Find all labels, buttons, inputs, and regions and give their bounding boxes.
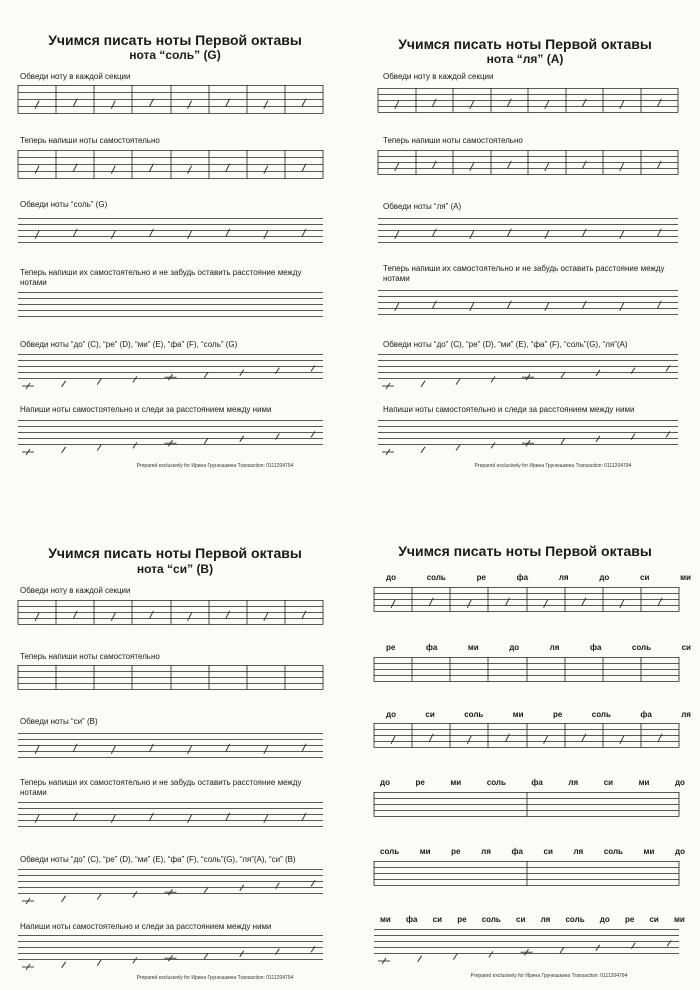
pencil-note-mark <box>226 611 230 619</box>
pencil-note-mark <box>391 736 395 744</box>
instruction-write-notes: Теперь напиши ноты самостоятельно <box>20 136 160 145</box>
pencil-note-mark <box>456 445 460 451</box>
staff-write-sections <box>378 150 678 186</box>
pencil-note-mark <box>111 101 115 109</box>
sheet-title: Учимся писать ноты Первой октавы <box>48 32 302 48</box>
note-label: ля <box>681 710 691 719</box>
footer-text: Prepared exclusively for Ирина Грунюшкина Transaction: 0111204794 <box>474 463 632 469</box>
note-label: соль <box>591 710 611 719</box>
pencil-note-mark <box>432 99 436 107</box>
pencil-note-mark <box>620 101 624 109</box>
pencil-note-mark <box>111 746 115 754</box>
note-label: ми <box>674 915 685 924</box>
note-label: соль <box>481 915 501 924</box>
staff-write-scale <box>18 935 323 971</box>
pencil-note-mark <box>658 734 662 742</box>
note-label: ми <box>680 573 691 582</box>
instruction-trace-scale: Обведи ноты “до” (C), “ре” (D), “ми” (E), “фа” (F), “соль”(G), “ля”(A), “си” (B) <box>20 855 296 864</box>
staff-write-spacing <box>18 802 323 838</box>
pencil-note-mark <box>302 229 306 237</box>
pencil-note-mark <box>73 813 77 821</box>
pencil-note-mark <box>491 376 495 382</box>
note-labels-row3 <box>386 710 691 719</box>
staff-row5 <box>374 861 679 897</box>
note-label: си <box>603 778 614 787</box>
note-label: соль <box>380 847 400 856</box>
instruction-trace-notes: Обведи ноты “соль” (G) <box>20 200 108 209</box>
pencil-note-mark <box>97 894 101 900</box>
pencil-note-mark <box>264 231 268 239</box>
pencil-note-mark <box>507 99 511 107</box>
instruction-write-scale: Напиши ноты самостоятельно и следи за расстоянием между ними <box>383 405 635 414</box>
note-label: соль <box>464 710 484 719</box>
pencil-note-mark <box>544 736 548 744</box>
note-label: до <box>386 573 396 582</box>
note-label: до <box>599 573 610 582</box>
footer-text: Prepared exclusively for Ирина Грунюшкина Transaction: 0111204794 <box>470 973 628 979</box>
note-label: си <box>432 915 443 924</box>
pencil-note-mark <box>35 613 39 621</box>
staff-row4 <box>374 792 679 828</box>
pencil-note-mark <box>111 815 115 823</box>
pencil-note-mark <box>657 161 661 169</box>
pencil-note-mark <box>456 379 460 385</box>
pencil-note-mark <box>62 896 66 902</box>
note-label: си <box>681 643 691 652</box>
note-label: ми <box>467 643 479 652</box>
note-label: ре <box>476 573 486 582</box>
pencil-note-mark <box>432 229 436 237</box>
note-labels-row1 <box>386 573 691 582</box>
note-label: ре <box>457 915 467 924</box>
pencil-note-mark <box>545 163 549 171</box>
note-label: ми <box>380 915 391 924</box>
note-label: ми <box>512 710 524 719</box>
pencil-note-mark <box>204 953 208 959</box>
instruction-trace-scale: Обведи ноты “до” (C), “ре” (D), “ми” (E), “фа” (F), “соль” (G) <box>20 340 238 349</box>
pencil-note-mark <box>226 744 230 752</box>
note-label: ми <box>638 778 650 787</box>
worksheet-la <box>350 0 700 495</box>
note-label: до <box>386 710 396 719</box>
pencil-note-mark <box>133 891 137 897</box>
pencil-note-mark <box>491 442 495 448</box>
pencil-note-mark <box>505 734 509 742</box>
pencil-note-mark <box>188 101 192 109</box>
worksheet-si <box>0 495 350 990</box>
pencil-note-mark <box>226 813 230 821</box>
note-label: до <box>674 847 685 856</box>
staff-write-scale <box>18 420 323 456</box>
instruction-trace-each: Обведи ноту в каждой секции <box>20 72 131 81</box>
note-label: до <box>674 778 685 787</box>
pencil-note-mark <box>264 613 268 621</box>
instruction-trace-scale: Обведи ноты “до” (C), “ре” (D), “ми” (E), “фа” (F), “соль”(G), “ля”(A) <box>383 340 628 349</box>
pencil-note-mark <box>391 600 395 608</box>
footer-text: Prepared exclusively for Ирина Грунюшкина Transaction: 0111204794 <box>136 463 294 469</box>
pencil-note-mark <box>620 303 624 311</box>
instruction-write-spacing: Теперь напиши их самостоятельно и не забудь оставить расстояние между нотами <box>20 268 302 287</box>
pencil-note-mark <box>470 303 474 311</box>
pencil-note-mark <box>111 231 115 239</box>
note-label: ми <box>643 847 655 856</box>
pencil-note-mark <box>149 611 153 619</box>
pencil-note-mark <box>657 229 661 237</box>
pencil-note-mark <box>620 163 624 171</box>
instruction-write-scale: Напиши ноты самостоятельно и следи за расстоянием между ними <box>20 922 272 931</box>
pencil-note-mark <box>470 163 474 171</box>
staff-trace-sections <box>18 85 323 125</box>
staff-trace-sections <box>378 88 678 124</box>
sheet-subtitle: нота “ля” (A) <box>486 52 564 66</box>
pencil-note-mark <box>395 303 399 311</box>
pencil-note-mark <box>97 379 101 385</box>
sheet-title: Учимся писать ноты Первой октавы <box>48 545 302 561</box>
pencil-note-mark <box>226 229 230 237</box>
note-label: соль <box>486 778 506 787</box>
pencil-note-mark <box>545 303 549 311</box>
pencil-note-mark <box>620 231 624 239</box>
note-labels-row2 <box>386 643 691 652</box>
pencil-note-mark <box>470 231 474 239</box>
pencil-note-mark <box>73 229 77 237</box>
staff-write-sections <box>18 665 323 701</box>
note-label: ля <box>573 847 584 856</box>
note-label: фа <box>516 573 529 582</box>
pencil-note-mark <box>545 101 549 109</box>
worksheet-mixed <box>350 495 700 990</box>
staff-trace-scale <box>18 354 323 390</box>
pencil-note-mark <box>73 744 77 752</box>
staff-write-sections <box>18 150 323 190</box>
pencil-note-mark <box>264 815 268 823</box>
instruction-write-notes: Теперь напиши ноты самостоятельно <box>383 136 523 145</box>
pencil-note-mark <box>582 301 586 309</box>
pencil-note-mark <box>505 598 509 606</box>
note-label: фа <box>425 643 438 652</box>
pencil-note-mark <box>507 161 511 169</box>
note-label: фа <box>531 778 543 787</box>
staff-trace-scale <box>18 869 323 905</box>
pencil-note-mark <box>188 231 192 239</box>
pencil-note-mark <box>149 744 153 752</box>
staff-trace-notes <box>18 218 323 254</box>
pencil-note-mark <box>545 231 549 239</box>
note-label: ми <box>419 847 431 856</box>
staff-trace-sections <box>18 600 323 636</box>
note-label: си <box>425 710 435 719</box>
pencil-note-mark <box>395 101 399 109</box>
pencil-note-mark <box>204 887 208 893</box>
staff-row3 <box>374 723 679 759</box>
instruction-write-spacing: Теперь напиши их самостоятельно и не забудь оставить расстояние между нотами <box>20 778 302 797</box>
instruction-trace-notes: Обведи ноты “ля” (A) <box>383 202 462 211</box>
pencil-note-mark <box>395 231 399 239</box>
instruction-trace-each: Обведи ноту в каждой секции <box>20 586 131 595</box>
sheet-subtitle: нота “си” (B) <box>136 562 214 576</box>
note-label: ре <box>415 778 425 787</box>
pencil-note-mark <box>418 956 422 962</box>
pencil-note-mark <box>560 947 564 953</box>
staff-write-spacing <box>18 292 323 328</box>
note-label: ре <box>624 915 635 924</box>
pencil-note-mark <box>467 600 471 608</box>
pencil-note-mark <box>35 166 39 174</box>
sheet-title: Учимся писать ноты Первой октавы <box>398 36 652 52</box>
staff-row1 <box>374 587 679 623</box>
pencil-note-mark <box>149 813 153 821</box>
pencil-note-mark <box>544 600 548 608</box>
pencil-note-mark <box>507 301 511 309</box>
staff-row2 <box>374 657 679 693</box>
pencil-note-mark <box>467 736 471 744</box>
pencil-note-mark <box>582 229 586 237</box>
note-labels-row6 <box>380 915 685 924</box>
note-label: ля <box>549 643 560 652</box>
note-label: до <box>380 778 390 787</box>
note-label: соль <box>631 643 652 652</box>
pencil-note-mark <box>432 301 436 309</box>
note-label: ми <box>450 778 462 787</box>
note-label: до <box>599 915 610 924</box>
instruction-write-scale: Напиши ноты самостоятельно и следи за расстоянием между ними <box>20 405 272 414</box>
pencil-note-mark <box>188 613 192 621</box>
pencil-note-mark <box>302 611 306 619</box>
pencil-note-mark <box>302 813 306 821</box>
staff-trace-notes <box>18 733 323 769</box>
pencil-note-mark <box>582 99 586 107</box>
instruction-write-spacing: Теперь напиши их самостоятельно и не забудь оставить расстояние между нотами <box>383 264 665 283</box>
sheet-title: Учимся писать ноты Первой октавы <box>398 543 652 559</box>
pencil-note-mark <box>582 161 586 169</box>
pencil-note-mark <box>657 301 661 309</box>
pencil-note-mark <box>264 101 268 109</box>
pencil-note-mark <box>302 744 306 752</box>
pencil-note-mark <box>453 954 457 960</box>
pencil-note-mark <box>188 815 192 823</box>
pencil-note-mark <box>133 957 137 963</box>
footer-text: Prepared exclusively for Ирина Грунюшкина Transaction: 0111204794 <box>136 975 294 981</box>
pencil-note-mark <box>35 746 39 754</box>
worksheet-sol <box>0 0 350 495</box>
pencil-note-mark <box>395 163 399 171</box>
pencil-note-mark <box>658 598 662 606</box>
note-label: соль <box>603 847 623 856</box>
note-label: до <box>509 643 520 652</box>
pencil-note-mark <box>133 442 137 448</box>
note-label: фа <box>640 710 652 719</box>
pencil-note-mark <box>620 736 624 744</box>
note-label: фа <box>406 915 418 924</box>
note-label: ля <box>481 847 491 856</box>
note-label: соль <box>565 915 585 924</box>
note-label: ре <box>451 847 461 856</box>
staff-trace-scale <box>378 354 678 390</box>
note-labels-row5 <box>380 847 685 856</box>
pencil-note-mark <box>97 445 101 451</box>
instruction-trace-each: Обведи ноту в каждой секции <box>383 72 494 81</box>
note-label: си <box>649 915 659 924</box>
pencil-note-mark <box>188 746 192 754</box>
staff-trace-notes <box>378 218 678 254</box>
pencil-note-mark <box>429 598 433 606</box>
pencil-note-mark <box>582 734 586 742</box>
note-label: ля <box>540 915 551 924</box>
sheet-subtitle: нота “соль” (G) <box>129 48 221 62</box>
pencil-note-mark <box>149 229 153 237</box>
note-label: ре <box>386 643 396 652</box>
pencil-note-mark <box>264 746 268 754</box>
note-label: си <box>516 915 526 924</box>
staff-write-scale <box>378 420 678 456</box>
pencil-note-mark <box>620 600 624 608</box>
pencil-note-mark <box>73 611 77 619</box>
pencil-note-mark <box>111 166 115 174</box>
pencil-note-mark <box>582 598 586 606</box>
note-label: ля <box>568 778 579 787</box>
pencil-note-mark <box>188 166 192 174</box>
pencil-note-mark <box>35 101 39 109</box>
staff-row6 <box>374 929 679 965</box>
note-label: фа <box>589 643 602 652</box>
instruction-write-notes: Теперь напиши ноты самостоятельно <box>20 652 160 661</box>
pencil-note-mark <box>489 951 493 957</box>
note-label: соль <box>426 573 446 582</box>
pencil-note-mark <box>62 447 66 453</box>
pencil-note-mark <box>507 229 511 237</box>
instruction-trace-notes: Обведи ноты “си” (B) <box>20 717 98 726</box>
pencil-note-mark <box>470 101 474 109</box>
pencil-note-mark <box>62 381 66 387</box>
pencil-note-mark <box>133 376 137 382</box>
note-label: ре <box>553 710 563 719</box>
note-labels-row4 <box>380 778 685 787</box>
note-label: ля <box>558 573 569 582</box>
pencil-note-mark <box>97 960 101 966</box>
note-label: си <box>543 847 553 856</box>
pencil-note-mark <box>421 447 425 453</box>
pencil-note-mark <box>429 734 433 742</box>
pencil-note-mark <box>35 815 39 823</box>
pencil-note-mark <box>264 166 268 174</box>
pencil-note-mark <box>111 613 115 621</box>
pencil-note-mark <box>421 381 425 387</box>
pencil-note-mark <box>432 161 436 169</box>
pencil-note-mark <box>35 231 39 239</box>
staff-write-spacing <box>378 290 678 326</box>
pencil-note-mark <box>657 99 661 107</box>
note-label: си <box>640 573 650 582</box>
note-label: фа <box>511 847 523 856</box>
pencil-note-mark <box>62 962 66 968</box>
